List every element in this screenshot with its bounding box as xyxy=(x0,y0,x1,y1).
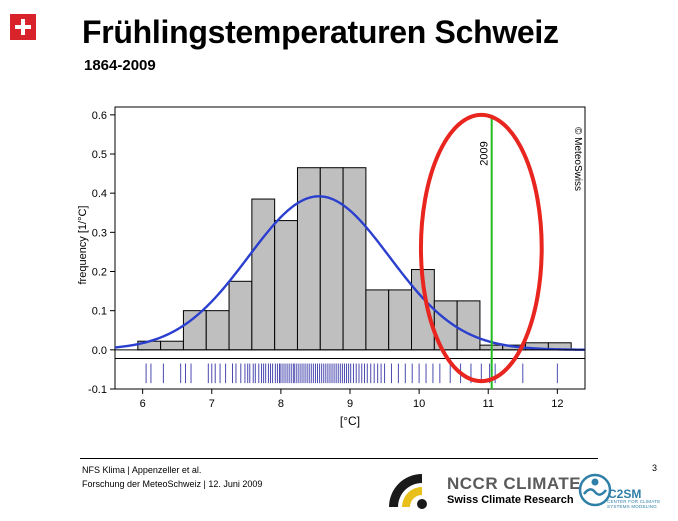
page-subtitle: 1864-2009 xyxy=(84,57,156,74)
y-axis-label: frequency [1/°C] xyxy=(77,205,89,285)
page-title: Frühlingstemperaturen Schweiz xyxy=(82,14,559,50)
y-tick-label: 0.0 xyxy=(91,344,107,357)
year-marker-2009-label: 2009 xyxy=(478,141,491,166)
y-tick-label: 0.3 xyxy=(91,227,107,240)
x-tick-label: 7 xyxy=(208,398,215,410)
histogram-bar xyxy=(252,199,275,350)
nccr-mark-icon xyxy=(385,470,445,510)
footer-credits xyxy=(82,463,262,491)
histogram-bar xyxy=(343,168,366,350)
flag-cross-horizontal xyxy=(15,25,31,29)
histogram-bar xyxy=(389,290,412,350)
x-tick-label: 12 xyxy=(551,398,564,410)
chart-container xyxy=(70,95,630,440)
histogram-bar xyxy=(297,168,320,350)
histogram-bar xyxy=(206,311,229,350)
x-tick-label: 9 xyxy=(346,398,354,410)
page-number: 3 xyxy=(652,463,658,473)
y-tick-label: 0.5 xyxy=(91,149,107,161)
x-axis-ticks xyxy=(140,389,564,410)
footer-divider xyxy=(80,458,598,459)
x-axis-label: [°C] xyxy=(339,414,361,428)
y-tick-label: 0.1 xyxy=(91,305,107,318)
temperature-histogram xyxy=(70,95,630,440)
histogram-bar xyxy=(457,301,480,350)
histogram-bar xyxy=(229,281,252,350)
x-tick-label: 6 xyxy=(139,398,146,410)
swiss-flag-icon xyxy=(10,14,36,40)
x-tick-label: 11 xyxy=(482,398,494,410)
y-tick-label: 0.2 xyxy=(91,266,107,279)
x-tick-label: 10 xyxy=(412,398,426,410)
y-tick-label: -0.1 xyxy=(88,384,107,396)
x-tick-label: 8 xyxy=(277,398,284,410)
histogram-bar xyxy=(320,168,343,350)
nccr-subtitle: Swiss Climate Research xyxy=(447,494,574,506)
y-axis-ticks xyxy=(88,110,115,396)
copyright-label: © MeteoSwiss xyxy=(572,127,583,192)
y-tick-label: 0.6 xyxy=(91,109,107,122)
nccr-title: NCCR CLIMATE xyxy=(447,474,582,493)
histogram-bar xyxy=(275,221,298,350)
slide-header xyxy=(0,0,678,88)
histogram-bar xyxy=(366,290,389,350)
footer-line-2: Forschung der MeteoSchweiz | 12. Juni 2009 xyxy=(82,479,263,489)
c2sm-subtitle: CENTER FOR CLIMATE SYSTEMS MODELING xyxy=(607,499,661,509)
y-tick-label: 0.4 xyxy=(91,188,107,201)
footer-line-1: NFS Klima | Appenzeller et al. xyxy=(82,465,202,475)
c2sm-title: C2SM xyxy=(608,487,642,501)
histogram-bar xyxy=(161,341,184,350)
